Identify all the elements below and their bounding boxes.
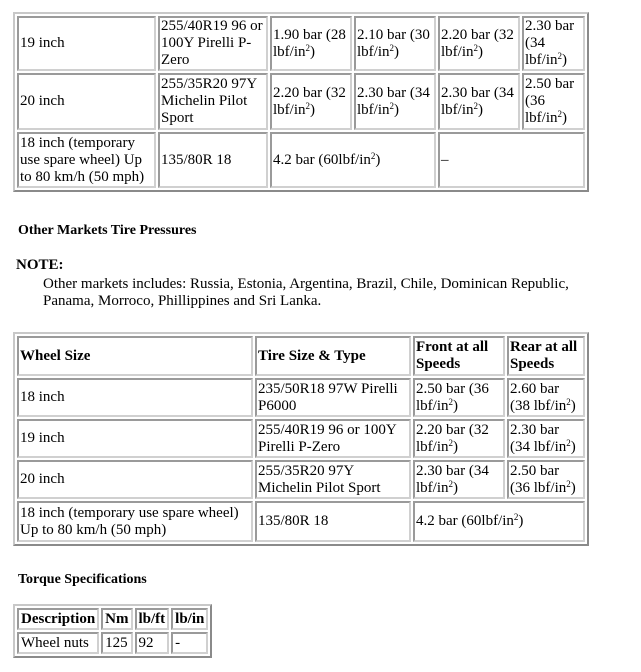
wheel-size-cell: 19 inch <box>17 16 156 71</box>
table-row <box>17 632 208 654</box>
table-row <box>17 132 585 188</box>
tire-size-cell: 135/80R 18 <box>158 132 268 188</box>
description-cell: Wheel nuts <box>17 632 99 654</box>
pressure-cell: 4.2 bar $(60lbf/in^2)$ <box>270 132 436 188</box>
pressure-cell: 2.20 bar (32 lbf/$in^2$) <box>438 16 520 71</box>
rear-pressure-cell: 2.30 bar (34 lbf/$in^2$) <box>507 419 585 458</box>
front-pressure-cell: 2.30 bar (34 lbf/$in^2$) <box>413 460 505 499</box>
pressure-cell: 2.50 bar (36 lbf/$in^2$) <box>522 73 585 130</box>
wheel-size-cell: 19 inch <box>17 419 253 458</box>
rear-pressure-cell: 2.50 bar (36 lbf/$in^2$) <box>507 460 585 499</box>
note-label: NOTE: <box>16 257 64 273</box>
column-header: Nm <box>101 608 132 630</box>
table-row <box>17 501 585 542</box>
column-header: lb/in <box>171 608 208 630</box>
note-text: Other markets includes: Russia, Estonia, Argentina, Brazil, Chile, Dominican Republic, Panama, Morroco, Phillippines and Sri Lanka. <box>43 276 569 309</box>
front-pressure-cell: 2.20 bar (32 lbf/$in^2$) <box>413 419 505 458</box>
other-markets-tire-pressure-table <box>13 332 589 546</box>
pressure-cell: 2.30 bar (34 lbf/$in^2$) <box>438 73 520 130</box>
tire-pressure-table-continued <box>13 12 589 192</box>
tire-size-cell: 255/40R19 96 or 100Y Pirelli P-Zero <box>255 419 411 458</box>
table-row <box>17 460 585 499</box>
column-header: Wheel Size <box>17 336 253 376</box>
pressure-cell: 2.20 bar (32 lbf/$in^2$) <box>270 73 352 130</box>
section-heading: Torque Specifications <box>18 572 147 587</box>
pressure-cell: 2.10 bar (30 lbf/$in^2$) <box>354 16 436 71</box>
tire-size-cell: 255/35R20 97Y Michelin Pilot Sport <box>255 460 411 499</box>
column-header: Description <box>17 608 99 630</box>
nm-cell: 125 <box>101 632 132 654</box>
wheel-size-cell: 20 inch <box>17 460 253 499</box>
column-header: Rear at all Speeds <box>507 336 585 376</box>
lbin-cell: - <box>171 632 208 654</box>
column-header: Tire Size & Type <box>255 336 411 376</box>
section-heading: Other Markets Tire Pressures <box>18 223 197 238</box>
tire-size-cell: 255/40R19 96 or 100Y Pirelli P- Zero <box>158 16 268 71</box>
wheel-size-cell: 20 inch <box>17 73 156 130</box>
wheel-size-cell: 18 inch (temporary use spare wheel) Up to 80 km/h (50 mph) <box>17 501 253 542</box>
wheel-size-cell: 18 inch <box>17 378 253 417</box>
wheel-size-cell: 18 inch (temporary use spare wheel) Up to 80 km/h (50 mph) <box>17 132 156 188</box>
lbft-cell: 92 <box>135 632 170 654</box>
table-header-row <box>17 608 208 630</box>
table-row <box>17 73 585 130</box>
tire-size-cell: 235/50R18 97W Pirelli P6000 <box>255 378 411 417</box>
table-row <box>17 16 585 71</box>
tire-size-cell: 135/80R 18 <box>255 501 411 542</box>
front-pressure-cell: 2.50 bar (36 lbf/$in^2$) <box>413 378 505 417</box>
column-header: lb/ft <box>135 608 170 630</box>
table-row <box>17 419 585 458</box>
pressure-cell: 2.30 bar (34 lbf/$in^2$) <box>354 73 436 130</box>
pressure-cell: 2.30 bar (34 lbf/$in^2$) <box>522 16 585 71</box>
pressure-cell: 4.2 bar $(60lbf/in^2)$ <box>413 501 585 542</box>
rear-pressure-cell: 2.60 bar (38 lbf/$in^2$) <box>507 378 585 417</box>
tire-size-cell: 255/35R20 97Y Michelin Pilot Sport <box>158 73 268 130</box>
table-header-row <box>17 336 585 376</box>
pressure-cell: – <box>438 132 585 188</box>
torque-specifications-table <box>13 604 212 658</box>
pressure-cell: 1.90 bar (28 lbf/$in^2$) <box>270 16 352 71</box>
table-row <box>17 378 585 417</box>
column-header: Front at all Speeds <box>413 336 505 376</box>
